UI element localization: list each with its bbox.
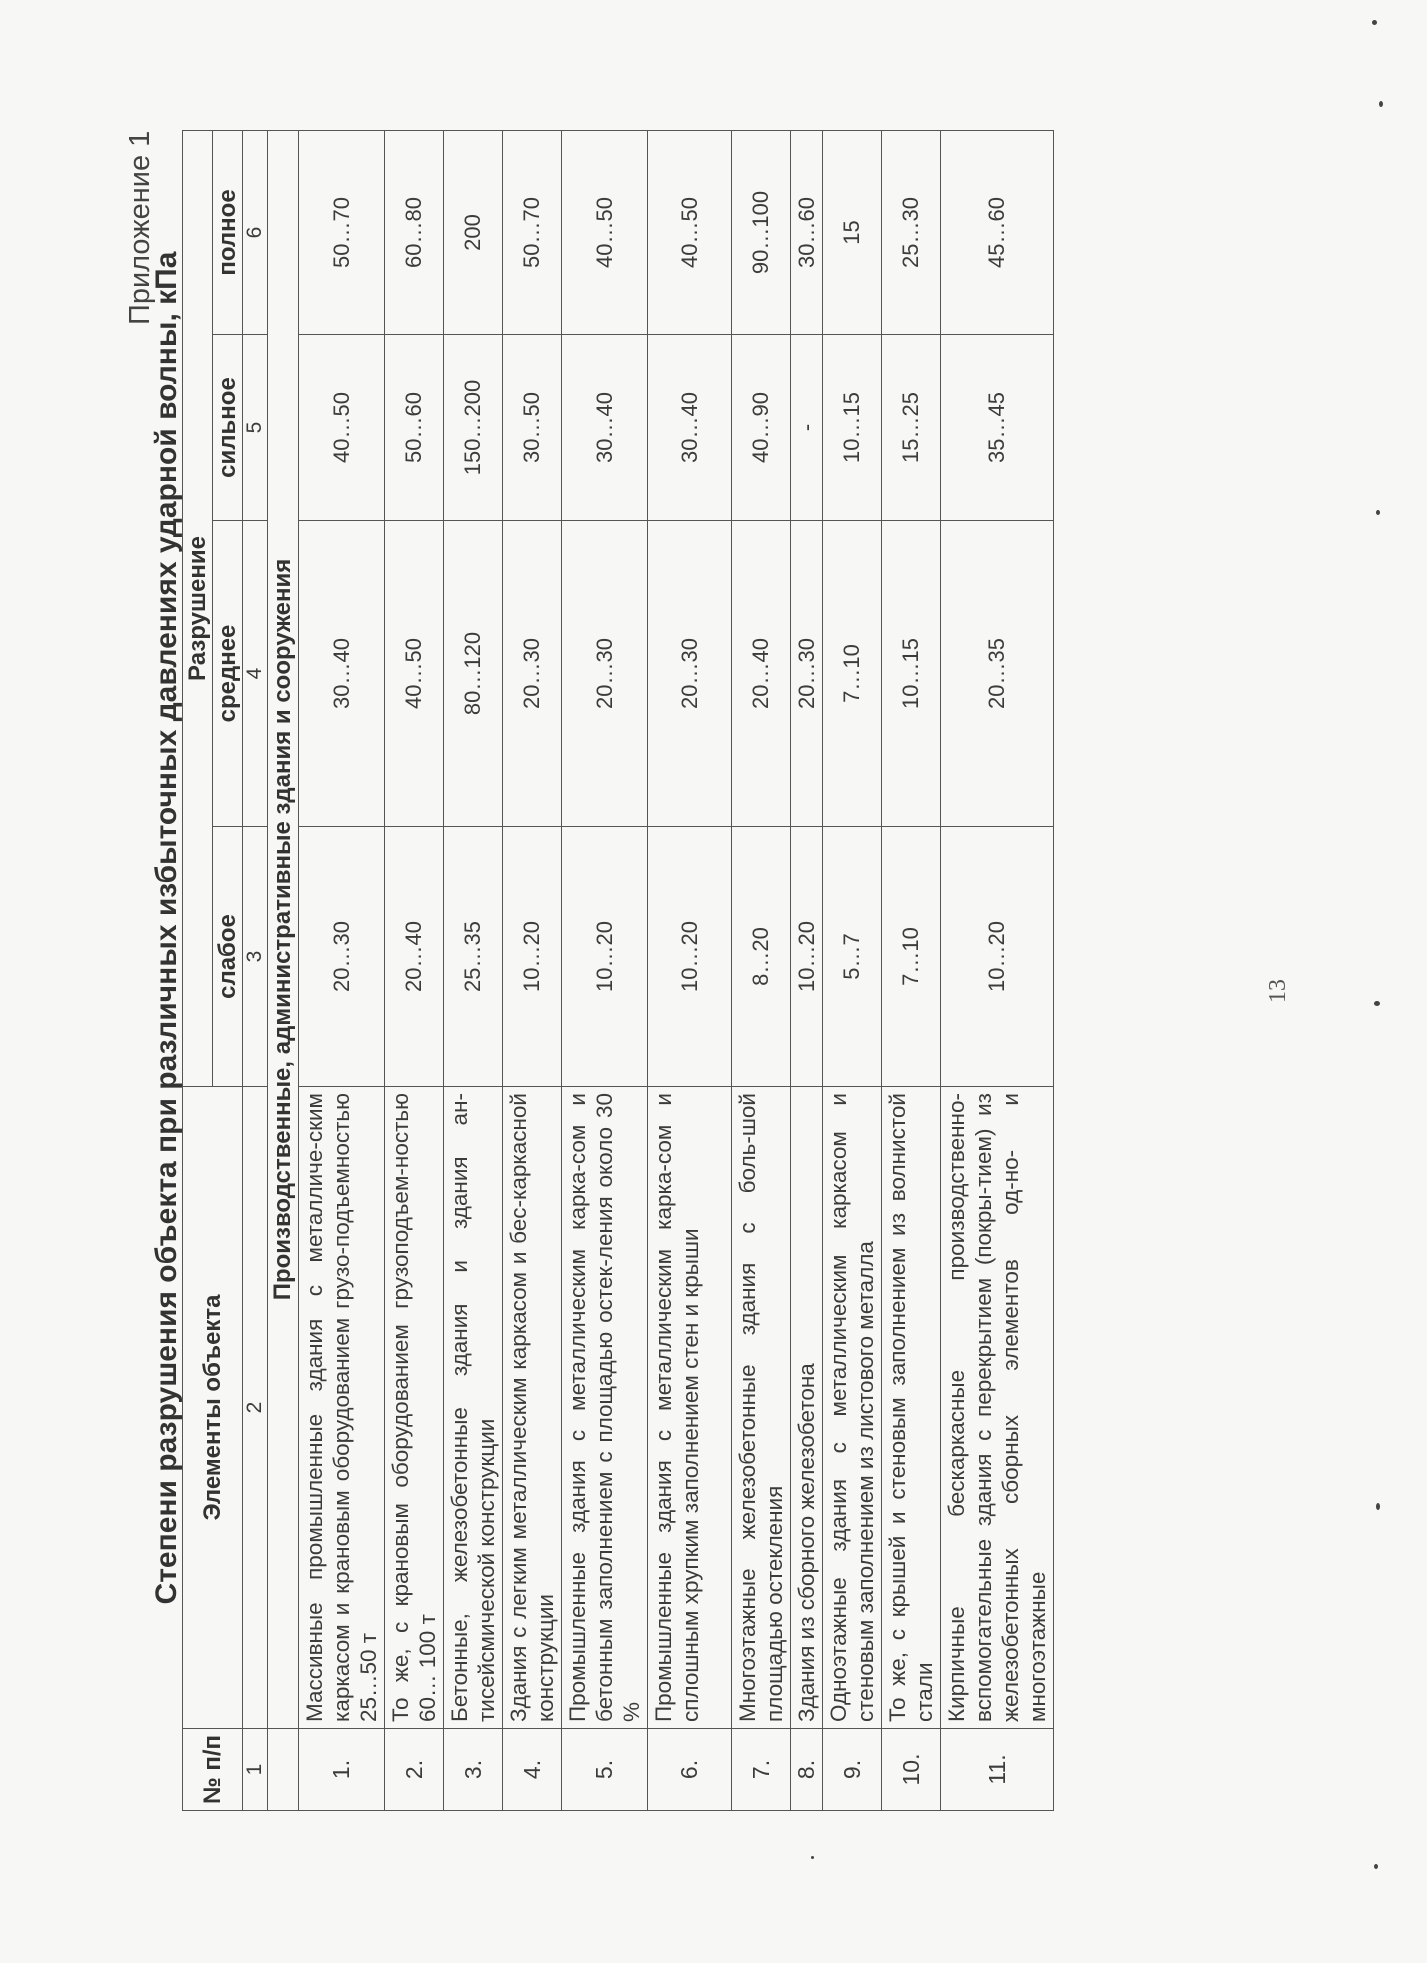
table-row	[732, 130, 791, 1810]
cell-strong: 40…50	[299, 335, 385, 521]
cell-weak: 10…20	[503, 827, 562, 1087]
table-row	[562, 130, 648, 1810]
cell-weak: 8…20	[732, 827, 791, 1087]
header-full: полное	[213, 130, 243, 334]
scan-speck	[1379, 101, 1383, 107]
table-row	[299, 130, 385, 1810]
cell-strong: 50…60	[385, 335, 444, 521]
header-weak: слабое	[213, 827, 243, 1087]
row-element: Кирпичные бескаркасные производственно-вспомогательные здания с перекрытием (покры-тием) из железобетонных сборных элементов од-но- и многоэтажные	[941, 1087, 1054, 1729]
cell-strong: 150…200	[444, 335, 503, 521]
cell-full: 90…100	[732, 130, 791, 334]
table-row	[444, 130, 503, 1810]
scan-speck	[1376, 1503, 1380, 1510]
section-heading: Производственные, административные здания и сооружения	[268, 130, 299, 1728]
destruction-table	[182, 130, 1054, 1811]
col-number-4: 4	[243, 521, 268, 827]
row-element: Массивные промышленные здания с металличе-ским каркасом и крановым оборудованием грузо-подъемностью 25…50 т	[299, 1087, 385, 1729]
page-number: 13	[1265, 979, 1291, 1003]
table-row	[385, 130, 444, 1810]
cell-weak: 20…40	[385, 827, 444, 1087]
cell-full: 50…70	[503, 130, 562, 334]
cell-weak: 5…7	[823, 827, 882, 1087]
col-number-1: 1	[243, 1729, 268, 1811]
cell-medium: 10…15	[882, 521, 941, 827]
scan-speck	[811, 1856, 814, 1859]
cell-full: 200	[444, 130, 503, 334]
cell-medium: 30…40	[299, 521, 385, 827]
header-destruction: Разрушение	[183, 130, 213, 1086]
cell-medium: 20…40	[732, 521, 791, 827]
table-row	[648, 130, 732, 1810]
row-number: 3.	[444, 1729, 503, 1811]
table-row	[941, 130, 1054, 1810]
destruction-table-wrapper	[182, 130, 1054, 1811]
table-row	[503, 130, 562, 1810]
cell-full: 40…50	[648, 130, 732, 334]
scan-speck	[1372, 20, 1377, 25]
cell-strong: 10…15	[823, 335, 882, 521]
row-element: Здания с легким металлическим каркасом и бес-каркасной конструкции	[503, 1087, 562, 1729]
appendix-label: Приложение 1	[124, 130, 156, 325]
header-medium: среднее	[213, 521, 243, 827]
row-element: Промышленные здания с металлическим карка-сом и бетонным заполнением с площадью остек-ления около 30 %	[562, 1087, 648, 1729]
row-number: 5.	[562, 1729, 648, 1811]
cell-full: 25…30	[882, 130, 941, 334]
table-row	[791, 130, 823, 1810]
row-number: 7.	[732, 1729, 791, 1811]
scan-speck	[1374, 1864, 1378, 1869]
col-number-6: 6	[243, 130, 268, 334]
cell-weak: 20…30	[299, 827, 385, 1087]
row-element: То же, с крышей и стеновым заполнением из волнистой стали	[882, 1087, 941, 1729]
cell-weak: 10…20	[791, 827, 823, 1087]
row-number: 10.	[882, 1729, 941, 1811]
scan-speck	[1374, 1001, 1380, 1006]
header-elements: Элементы объекта	[183, 1087, 243, 1729]
cell-full: 50…70	[299, 130, 385, 334]
col-number-5: 5	[243, 335, 268, 521]
cell-full: 30…60	[791, 130, 823, 334]
cell-strong: 30…40	[562, 335, 648, 521]
row-element: То же, с крановым оборудованием грузоподъем-ностью 60… 100 т	[385, 1087, 444, 1729]
table-row	[882, 130, 941, 1810]
cell-strong: 30…40	[648, 335, 732, 521]
cell-strong: 40…90	[732, 335, 791, 521]
row-number: 1.	[299, 1729, 385, 1811]
cell-medium: 80…120	[444, 521, 503, 827]
row-number: 8.	[791, 1729, 823, 1811]
cell-weak: 25…35	[444, 827, 503, 1087]
header-strong: сильное	[213, 335, 243, 521]
col-number-3: 3	[243, 827, 268, 1087]
col-number-2: 2	[243, 1087, 268, 1729]
header-number: № п/п	[183, 1729, 243, 1811]
row-number: 6.	[648, 1729, 732, 1811]
cell-strong: 15…25	[882, 335, 941, 521]
table-row	[823, 130, 882, 1810]
cell-full: 15	[823, 130, 882, 334]
cell-strong: 30…50	[503, 335, 562, 521]
cell-weak: 10…20	[648, 827, 732, 1087]
cell-full: 45…60	[941, 130, 1054, 334]
row-number: 2.	[385, 1729, 444, 1811]
cell-full: 40…50	[562, 130, 648, 334]
row-element: Здания из сборного железобетона	[791, 1087, 823, 1729]
cell-weak: 10…20	[941, 827, 1054, 1087]
row-element: Бетонные, железобетонные здания и здания ан-тисейсмической конструкции	[444, 1087, 503, 1729]
cell-medium: 20…30	[791, 521, 823, 827]
cell-medium: 20…30	[562, 521, 648, 827]
cell-medium: 20…30	[503, 521, 562, 827]
scan-speck	[1376, 510, 1380, 515]
row-number: 4.	[503, 1729, 562, 1811]
cell-medium: 40…50	[385, 521, 444, 827]
row-element: Одноэтажные здания с металлическим каркасом и стеновым заполнением из листового металла	[823, 1087, 882, 1729]
table-title: Степени разрушения объекта при различных избыточных давлениях ударной волны, кПа	[150, 251, 183, 1605]
cell-weak: 7…10	[882, 827, 941, 1087]
cell-weak: 10…20	[562, 827, 648, 1087]
row-element: Многоэтажные железобетонные здания с боль-шой площадью остекления	[732, 1087, 791, 1729]
row-element: Промышленные здания с металлическим карка-сом и сплошным хрупким заполнением стен и крыши	[648, 1087, 732, 1729]
row-number: 11.	[941, 1729, 1054, 1811]
cell-full: 60…80	[385, 130, 444, 334]
cell-medium: 7…10	[823, 521, 882, 827]
cell-strong: -	[791, 335, 823, 521]
cell-medium: 20…30	[648, 521, 732, 827]
row-number: 9.	[823, 1729, 882, 1811]
cell-strong: 35…45	[941, 335, 1054, 521]
cell-medium: 20…35	[941, 521, 1054, 827]
